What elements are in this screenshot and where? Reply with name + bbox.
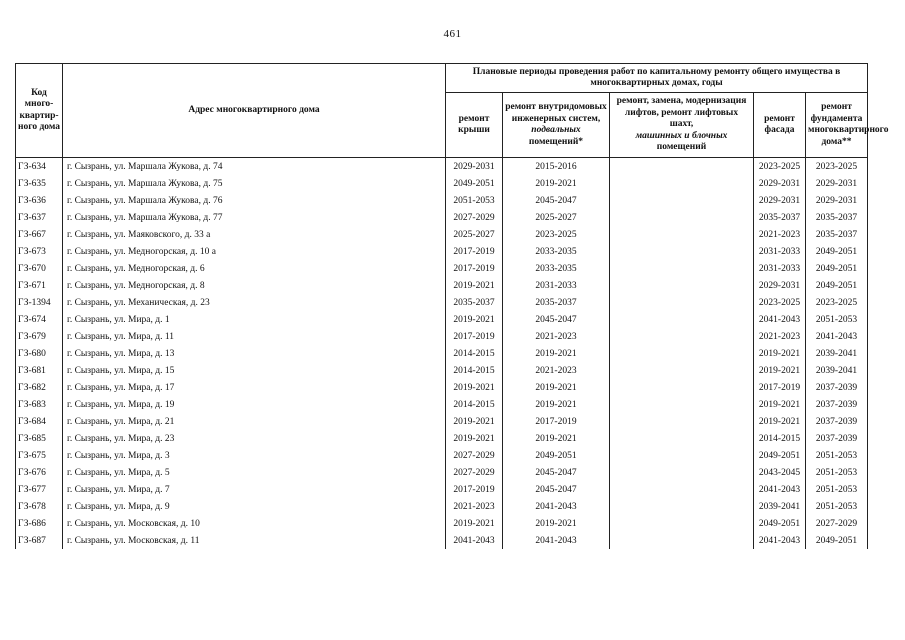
cell-facade: 2041-2043 bbox=[754, 481, 806, 498]
cell-systems: 2033-2035 bbox=[503, 260, 610, 277]
cell-roof: 2051-2053 bbox=[446, 192, 503, 209]
cell-foundation: 2051-2053 bbox=[806, 311, 868, 328]
cell-code: ГЗ-674 bbox=[16, 311, 63, 328]
cell-facade: 2019-2021 bbox=[754, 362, 806, 379]
cell-lift bbox=[610, 413, 754, 430]
cell-code: ГЗ-634 bbox=[16, 158, 63, 176]
table-row bbox=[16, 532, 868, 549]
cell-roof: 2014-2015 bbox=[446, 345, 503, 362]
cell-foundation: 2037-2039 bbox=[806, 430, 868, 447]
cell-code: ГЗ-635 bbox=[16, 175, 63, 192]
cell-facade: 2023-2025 bbox=[754, 294, 806, 311]
cell-foundation: 2051-2053 bbox=[806, 481, 868, 498]
cell-lift bbox=[610, 362, 754, 379]
table-row bbox=[16, 430, 868, 447]
cell-code: ГЗ-675 bbox=[16, 447, 63, 464]
cell-roof: 2035-2037 bbox=[446, 294, 503, 311]
cell-systems: 2015-2016 bbox=[503, 158, 610, 176]
cell-address: г. Сызрань, ул. Мира, д. 7 bbox=[63, 481, 446, 498]
cell-roof: 2017-2019 bbox=[446, 481, 503, 498]
cell-code: ГЗ-687 bbox=[16, 532, 63, 549]
cell-facade: 2029-2031 bbox=[754, 192, 806, 209]
cell-facade: 2039-2041 bbox=[754, 498, 806, 515]
cell-address: г. Сызрань, ул. Мира, д. 15 bbox=[63, 362, 446, 379]
table-row bbox=[16, 396, 868, 413]
cell-address: г. Сызрань, ул. Маяковского, д. 33 а bbox=[63, 226, 446, 243]
cell-systems: 2045-2047 bbox=[503, 464, 610, 481]
cell-code: ГЗ-1394 bbox=[16, 294, 63, 311]
cell-address: г. Сызрань, ул. Мира, д. 9 bbox=[63, 498, 446, 515]
cell-facade: 2019-2021 bbox=[754, 345, 806, 362]
cell-address: г. Сызрань, ул. Мира, д. 17 bbox=[63, 379, 446, 396]
cell-code: ГЗ-677 bbox=[16, 481, 63, 498]
table-body bbox=[16, 158, 868, 550]
cell-foundation: 2051-2053 bbox=[806, 464, 868, 481]
cell-foundation: 2051-2053 bbox=[806, 498, 868, 515]
cell-foundation: 2049-2051 bbox=[806, 277, 868, 294]
cell-lift bbox=[610, 209, 754, 226]
table-row bbox=[16, 515, 868, 532]
cell-address: г. Сызрань, ул. Мира, д. 1 bbox=[63, 311, 446, 328]
cell-facade: 2021-2023 bbox=[754, 226, 806, 243]
table-row bbox=[16, 345, 868, 362]
cell-lift bbox=[610, 498, 754, 515]
cell-lift bbox=[610, 430, 754, 447]
table-row bbox=[16, 226, 868, 243]
lift-header-line3: помещений bbox=[656, 142, 707, 153]
table-row bbox=[16, 192, 868, 209]
cell-foundation: 2049-2051 bbox=[806, 243, 868, 260]
cell-lift bbox=[610, 277, 754, 294]
cell-address: г. Сызрань, ул. Медногорская, д. 10 а bbox=[63, 243, 446, 260]
table-row bbox=[16, 260, 868, 277]
col-header-roof: ремонт крыши bbox=[446, 93, 503, 158]
cell-roof: 2025-2027 bbox=[446, 226, 503, 243]
cell-roof: 2014-2015 bbox=[446, 362, 503, 379]
cell-lift bbox=[610, 226, 754, 243]
cell-lift bbox=[610, 345, 754, 362]
cell-roof: 2029-2031 bbox=[446, 158, 503, 176]
cell-address: г. Сызрань, ул. Медногорская, д. 8 bbox=[63, 277, 446, 294]
cell-systems: 2017-2019 bbox=[503, 413, 610, 430]
cell-systems: 2025-2027 bbox=[503, 209, 610, 226]
cell-foundation: 2051-2053 bbox=[806, 447, 868, 464]
cell-lift bbox=[610, 311, 754, 328]
cell-roof: 2049-2051 bbox=[446, 175, 503, 192]
cell-address: г. Сызрань, ул. Мира, д. 23 bbox=[63, 430, 446, 447]
cell-systems: 2031-2033 bbox=[503, 277, 610, 294]
cell-address: г. Сызрань, ул. Московская, д. 10 bbox=[63, 515, 446, 532]
cell-code: ГЗ-673 bbox=[16, 243, 63, 260]
cell-facade: 2049-2051 bbox=[754, 515, 806, 532]
cell-systems: 2019-2021 bbox=[503, 396, 610, 413]
table-row bbox=[16, 447, 868, 464]
col-header-foundation: ремонт фундамента многоквартирного дома** bbox=[806, 93, 868, 158]
cell-lift bbox=[610, 294, 754, 311]
cell-foundation: 2037-2039 bbox=[806, 379, 868, 396]
cell-code: ГЗ-671 bbox=[16, 277, 63, 294]
cell-foundation: 2023-2025 bbox=[806, 294, 868, 311]
col-header-code: Код много-квартир-ного дома bbox=[16, 64, 63, 158]
cell-foundation: 2035-2037 bbox=[806, 209, 868, 226]
cell-address: г. Сызрань, ул. Маршала Жукова, д. 74 bbox=[63, 158, 446, 176]
cell-facade: 2017-2019 bbox=[754, 379, 806, 396]
systems-header-line2: подвальных bbox=[531, 125, 581, 135]
cell-facade: 2049-2051 bbox=[754, 447, 806, 464]
lift-header-line2: машинных и блочных bbox=[635, 130, 728, 141]
cell-systems: 2045-2047 bbox=[503, 311, 610, 328]
table-row bbox=[16, 481, 868, 498]
table-row bbox=[16, 464, 868, 481]
cell-lift bbox=[610, 328, 754, 345]
cell-foundation: 2039-2041 bbox=[806, 362, 868, 379]
cell-roof: 2017-2019 bbox=[446, 260, 503, 277]
cell-systems: 2033-2035 bbox=[503, 243, 610, 260]
table-row bbox=[16, 498, 868, 515]
cell-code: ГЗ-682 bbox=[16, 379, 63, 396]
cell-code: ГЗ-676 bbox=[16, 464, 63, 481]
table-row bbox=[16, 379, 868, 396]
table-row bbox=[16, 158, 868, 176]
cell-address: г. Сызрань, ул. Мира, д. 13 bbox=[63, 345, 446, 362]
cell-code: ГЗ-679 bbox=[16, 328, 63, 345]
cell-address: г. Сызрань, ул. Медногорская, д. 6 bbox=[63, 260, 446, 277]
cell-lift bbox=[610, 396, 754, 413]
table-row bbox=[16, 328, 868, 345]
cell-lift bbox=[610, 481, 754, 498]
cell-address: г. Сызрань, ул. Мира, д. 3 bbox=[63, 447, 446, 464]
cell-foundation: 2049-2051 bbox=[806, 260, 868, 277]
cell-facade: 2031-2033 bbox=[754, 243, 806, 260]
cell-roof: 2019-2021 bbox=[446, 515, 503, 532]
cell-facade: 2019-2021 bbox=[754, 413, 806, 430]
cell-foundation: 2023-2025 bbox=[806, 158, 868, 176]
cell-address: г. Сызрань, ул. Московская, д. 11 bbox=[63, 532, 446, 549]
col-header-address: Адрес многоквартирного дома bbox=[63, 64, 446, 158]
table-row bbox=[16, 243, 868, 260]
table-row bbox=[16, 362, 868, 379]
table-row bbox=[16, 175, 868, 192]
cell-code: ГЗ-683 bbox=[16, 396, 63, 413]
cell-address: г. Сызрань, ул. Маршала Жукова, д. 77 bbox=[63, 209, 446, 226]
cell-address: г. Сызрань, ул. Мира, д. 5 bbox=[63, 464, 446, 481]
cell-systems: 2021-2023 bbox=[503, 362, 610, 379]
cell-foundation: 2041-2043 bbox=[806, 328, 868, 345]
cell-systems: 2045-2047 bbox=[503, 481, 610, 498]
cell-address: г. Сызрань, ул. Механическая, д. 23 bbox=[63, 294, 446, 311]
cell-facade: 2043-2045 bbox=[754, 464, 806, 481]
cell-roof: 2017-2019 bbox=[446, 328, 503, 345]
table-row bbox=[16, 277, 868, 294]
cell-foundation: 2029-2031 bbox=[806, 192, 868, 209]
cell-facade: 2029-2031 bbox=[754, 277, 806, 294]
cell-systems: 2023-2025 bbox=[503, 226, 610, 243]
cell-systems: 2041-2043 bbox=[503, 498, 610, 515]
cell-roof: 2019-2021 bbox=[446, 379, 503, 396]
cell-address: г. Сызрань, ул. Мира, д. 21 bbox=[63, 413, 446, 430]
cell-roof: 2019-2021 bbox=[446, 277, 503, 294]
cell-code: ГЗ-681 bbox=[16, 362, 63, 379]
cell-code: ГЗ-684 bbox=[16, 413, 63, 430]
page-number: 461 bbox=[443, 28, 462, 40]
cell-address: г. Сызрань, ул. Маршала Жукова, д. 75 bbox=[63, 175, 446, 192]
table-row bbox=[16, 294, 868, 311]
cell-lift bbox=[610, 192, 754, 209]
cell-roof: 2019-2021 bbox=[446, 311, 503, 328]
cell-foundation: 2049-2051 bbox=[806, 532, 868, 549]
capital-repair-table bbox=[15, 63, 889, 549]
cell-lift bbox=[610, 379, 754, 396]
col-header-systems bbox=[503, 93, 610, 158]
cell-foundation: 2037-2039 bbox=[806, 396, 868, 413]
cell-code: ГЗ-680 bbox=[16, 345, 63, 362]
cell-code: ГЗ-670 bbox=[16, 260, 63, 277]
cell-systems: 2019-2021 bbox=[503, 175, 610, 192]
cell-lift bbox=[610, 243, 754, 260]
cell-code: ГЗ-678 bbox=[16, 498, 63, 515]
cell-roof: 2021-2023 bbox=[446, 498, 503, 515]
cell-lift bbox=[610, 464, 754, 481]
cell-facade: 2035-2037 bbox=[754, 209, 806, 226]
col-header-group: Плановые периоды проведения работ по капитальному ремонту общего имущества в многоквартирных домах, годы bbox=[446, 64, 868, 93]
cell-foundation: 2027-2029 bbox=[806, 515, 868, 532]
cell-lift bbox=[610, 260, 754, 277]
cell-systems: 2019-2021 bbox=[503, 345, 610, 362]
systems-header-line3: помещений* bbox=[528, 136, 584, 147]
cell-facade: 2041-2043 bbox=[754, 311, 806, 328]
cell-code: ГЗ-637 bbox=[16, 209, 63, 226]
cell-facade: 2029-2031 bbox=[754, 175, 806, 192]
cell-roof: 2027-2029 bbox=[446, 447, 503, 464]
table-header bbox=[16, 64, 889, 158]
cell-lift bbox=[610, 158, 754, 176]
cell-roof: 2041-2043 bbox=[446, 532, 503, 549]
cell-foundation: 2029-2031 bbox=[806, 175, 868, 192]
cell-code: ГЗ-636 bbox=[16, 192, 63, 209]
table-row bbox=[16, 311, 868, 328]
cell-lift bbox=[610, 515, 754, 532]
systems-header-line1: ремонт внутридомовых инженерных систем, bbox=[505, 102, 607, 124]
cell-systems: 2019-2021 bbox=[503, 379, 610, 396]
col-header-facade: ремонт фасада bbox=[754, 93, 806, 158]
cell-roof: 2017-2019 bbox=[446, 243, 503, 260]
cell-facade: 2041-2043 bbox=[754, 532, 806, 549]
cell-address: г. Сызрань, ул. Маршала Жукова, д. 76 bbox=[63, 192, 446, 209]
cell-roof: 2014-2015 bbox=[446, 396, 503, 413]
cell-roof: 2019-2021 bbox=[446, 430, 503, 447]
cell-facade: 2031-2033 bbox=[754, 260, 806, 277]
cell-systems: 2035-2037 bbox=[503, 294, 610, 311]
cell-lift bbox=[610, 532, 754, 549]
cell-facade: 2023-2025 bbox=[754, 158, 806, 176]
col-header-lift bbox=[610, 93, 754, 158]
cell-systems: 2019-2021 bbox=[503, 430, 610, 447]
cell-roof: 2019-2021 bbox=[446, 413, 503, 430]
cell-roof: 2027-2029 bbox=[446, 464, 503, 481]
cell-code: ГЗ-686 bbox=[16, 515, 63, 532]
cell-foundation: 2035-2037 bbox=[806, 226, 868, 243]
cell-roof: 2027-2029 bbox=[446, 209, 503, 226]
table-row bbox=[16, 413, 868, 430]
cell-systems: 2021-2023 bbox=[503, 328, 610, 345]
cell-foundation: 2037-2039 bbox=[806, 413, 868, 430]
cell-lift bbox=[610, 447, 754, 464]
cell-facade: 2019-2021 bbox=[754, 396, 806, 413]
cell-address: г. Сызрань, ул. Мира, д. 11 bbox=[63, 328, 446, 345]
cell-facade: 2014-2015 bbox=[754, 430, 806, 447]
cell-systems: 2045-2047 bbox=[503, 192, 610, 209]
cell-code: ГЗ-667 bbox=[16, 226, 63, 243]
table-row bbox=[16, 209, 868, 226]
cell-systems: 2049-2051 bbox=[503, 447, 610, 464]
cell-systems: 2019-2021 bbox=[503, 515, 610, 532]
cell-code: ГЗ-685 bbox=[16, 430, 63, 447]
cell-foundation: 2039-2041 bbox=[806, 345, 868, 362]
lift-header-line1: ремонт, замена, модернизация лифтов, ремонт лифтовых шахт, bbox=[616, 96, 747, 130]
cell-lift bbox=[610, 175, 754, 192]
cell-systems: 2041-2043 bbox=[503, 532, 610, 549]
cell-address: г. Сызрань, ул. Мира, д. 19 bbox=[63, 396, 446, 413]
cell-facade: 2021-2023 bbox=[754, 328, 806, 345]
